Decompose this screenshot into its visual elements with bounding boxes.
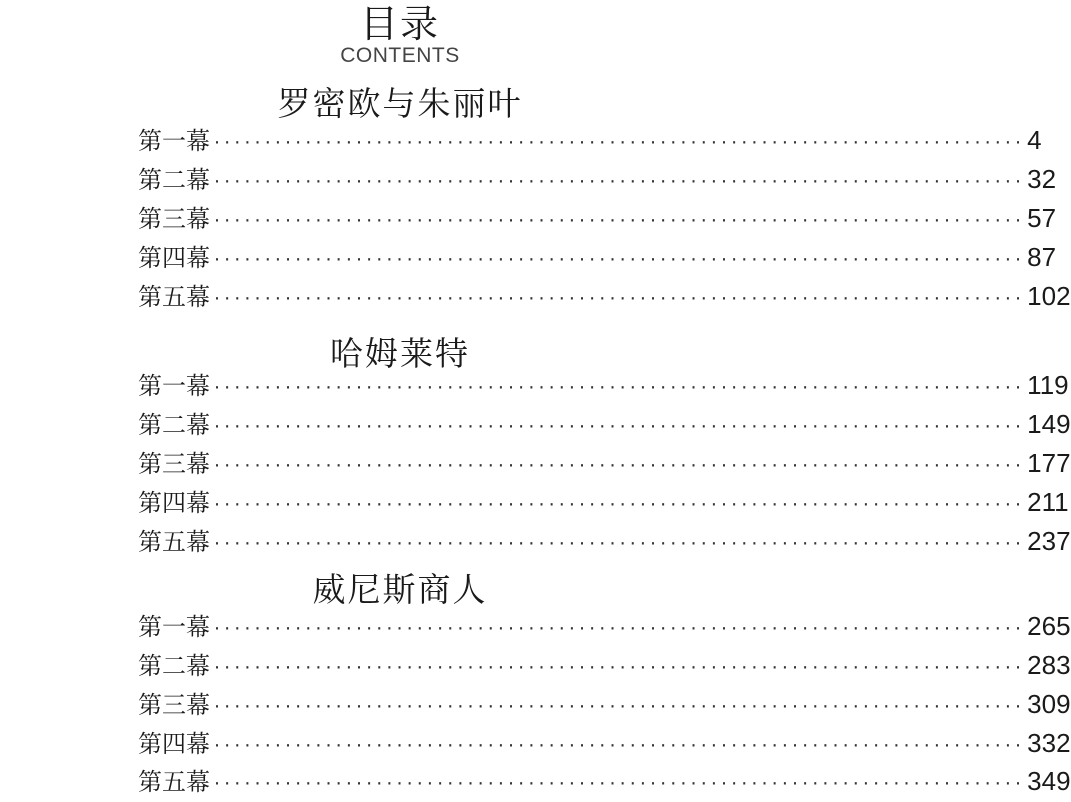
toc-entry[interactable] — [138, 406, 1071, 442]
entry-name: 第五幕 — [138, 283, 210, 311]
section-title-romeo-juliet: 罗密欧与朱丽叶 — [277, 84, 523, 123]
dot-leader: ················································································ — [214, 735, 1026, 757]
entry-page: 102 — [1027, 281, 1071, 311]
toc-entry[interactable] — [138, 686, 1071, 722]
entry-page: 349 — [1027, 766, 1071, 796]
entry-page: 119 — [1027, 370, 1069, 400]
toc-entry[interactable] — [138, 445, 1071, 481]
entry-page: 265 — [1027, 611, 1071, 641]
section-title-hamlet: 哈姆莱特 — [330, 334, 470, 373]
dot-leader: ················································································ — [214, 210, 1026, 232]
entry-name: 第四幕 — [138, 489, 210, 517]
dot-leader: ················································································ — [214, 377, 1026, 399]
entry-page: 237 — [1027, 526, 1071, 556]
entry-page: 332 — [1027, 728, 1071, 758]
toc-entry[interactable] — [138, 725, 1071, 761]
entry-page: 4 — [1027, 125, 1042, 155]
entry-name: 第五幕 — [138, 528, 210, 556]
toc-entry[interactable] — [138, 647, 1071, 683]
dot-leader: ················································································ — [214, 773, 1026, 795]
toc-entry[interactable] — [138, 278, 1071, 314]
dot-leader: ················································································ — [214, 618, 1026, 640]
dot-leader: ················································································ — [214, 657, 1026, 679]
dot-leader: ················································································ — [214, 416, 1026, 438]
entry-name: 第一幕 — [138, 613, 210, 641]
dot-leader: ················································································ — [214, 171, 1026, 193]
toc-entry[interactable] — [138, 484, 1069, 520]
dot-leader: ················································································ — [214, 455, 1026, 477]
toc-entry[interactable] — [138, 367, 1069, 403]
entry-name: 第三幕 — [138, 450, 210, 478]
entry-name: 第三幕 — [138, 691, 210, 719]
entry-name: 第一幕 — [138, 372, 210, 400]
toc-entry[interactable] — [138, 523, 1071, 559]
entry-page: 177 — [1027, 448, 1071, 478]
dot-leader: ················································································ — [214, 132, 1026, 154]
entry-name: 第二幕 — [138, 411, 210, 439]
toc-subtitle: CONTENTS — [340, 44, 460, 67]
entry-page: 283 — [1027, 650, 1071, 680]
entry-page: 149 — [1027, 409, 1071, 439]
entry-page: 87 — [1027, 242, 1057, 272]
entry-name: 第五幕 — [138, 768, 210, 796]
entry-name: 第二幕 — [138, 652, 210, 680]
entry-name: 第三幕 — [138, 205, 210, 233]
section-title-merchant-of-venice: 威尼斯商人 — [312, 570, 488, 609]
entry-page: 32 — [1027, 164, 1057, 194]
dot-leader: ················································································ — [214, 288, 1026, 310]
toc-entry[interactable] — [138, 122, 1042, 158]
entry-name: 第二幕 — [138, 166, 210, 194]
dot-leader: ················································································ — [214, 494, 1026, 516]
entry-name: 第一幕 — [138, 127, 210, 155]
entry-name: 第四幕 — [138, 730, 210, 758]
toc-entry[interactable] — [138, 200, 1057, 236]
toc-entry[interactable] — [138, 763, 1071, 799]
toc-entry[interactable] — [138, 239, 1057, 275]
dot-leader: ················································································ — [214, 249, 1026, 271]
entry-name: 第四幕 — [138, 244, 210, 272]
toc-entry[interactable] — [138, 608, 1071, 644]
toc-title: 目录 — [359, 2, 440, 46]
toc-entry[interactable] — [138, 161, 1057, 197]
entry-page: 57 — [1027, 203, 1057, 233]
dot-leader: ················································································ — [214, 533, 1026, 555]
entry-page: 309 — [1027, 689, 1071, 719]
entry-page: 211 — [1027, 487, 1069, 517]
dot-leader: ················································································ — [214, 696, 1026, 718]
